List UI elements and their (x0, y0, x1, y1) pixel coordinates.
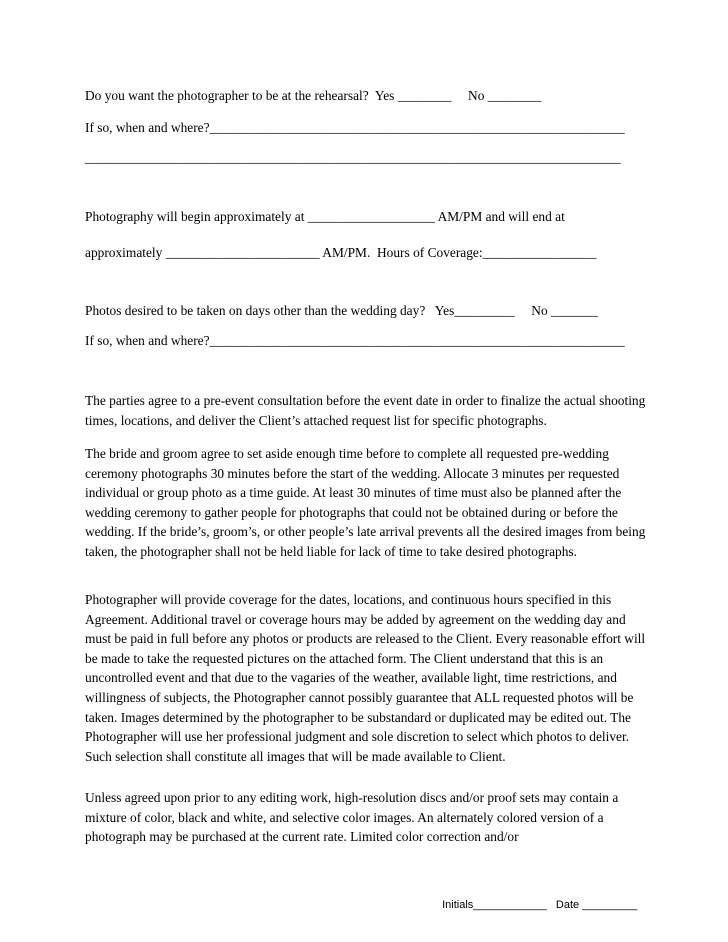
rehearsal-question: Do you want the photographer to be at the rehearsal? Yes ________ No ________ (85, 88, 542, 103)
time-allocation-paragraph (85, 444, 647, 562)
page-footer (436, 887, 637, 911)
paragraph-text: The parties agree to a pre-event consultation before the event date in order to finalize the actual shooting times, locations, and deliver the Client’s attached request list for specific photographs. (85, 393, 646, 428)
paragraph-text: The bride and groom agree to set aside enough time before to complete all requested pre-wedding ceremony photographs 30 minutes before the start of the wedding. Allocate 3 minutes per requested individual or group photo as a time guide. At least 30 minutes of time must also be planned after the wedding ceremony to gather people for photographs that could not be obtained during or before the wedding. If the bride’s, groom’s, or other people’s late arrival prevents all the desired images from being taken, the photographer shall not be held liable for lack of time to take desired photographs. (85, 446, 646, 559)
rehearsal-when-where: If so, when and where?______________________________________________________________ (85, 120, 625, 135)
editing-paragraph (85, 788, 647, 847)
other-days-question: Photos desired to be taken on days other than the wedding day? Yes_________ No _______ (85, 303, 598, 318)
initials-field: Initials____________ (442, 899, 547, 911)
consultation-paragraph (85, 391, 647, 430)
rehearsal-blank-line: ________________________________________________________________________________ (85, 150, 621, 165)
date-field: Date _________ (555, 899, 638, 911)
paragraph-text: Photographer will provide coverage for the dates, locations, and continuous hours specified in this Agreement. Additional travel or coverage hours may be added by agreement on the wedding day and must be paid in full before any photos or products are released to the Client. Every reasonable effort will be made to take the requested pictures on the attached form. The Client understand that this is an uncontrolled event and that due to the vagaries of the weather, available light, time restrictions, and willingness of subjects, the Photographer cannot possibly guarantee that ALL requested photos will be taken. Images determined by the photographer to be substandard or duplicated may be edited out. The Photographer will use her professional judgment and sole discretion to select which photos to deliver. Such selection shall constitute all images that will be made available to Client. (85, 592, 646, 764)
paragraph-text: Unless agreed upon prior to any editing work, high-resolution discs and/or proof sets may contain a mixture of color, black and white, and selective color images. An alternately colored version of a photograph may be purchased at the current rate. Limited color correction and/or (85, 790, 619, 845)
coverage-start-line: Photography will begin approximately at ___________________ AM/PM and will end at (85, 209, 565, 224)
coverage-end-line: approximately _______________________ AM/PM. Hours of Coverage:_________________ (85, 245, 597, 260)
other-days-when-where: If so, when and where?______________________________________________________________ (85, 333, 625, 348)
coverage-paragraph (85, 590, 647, 766)
